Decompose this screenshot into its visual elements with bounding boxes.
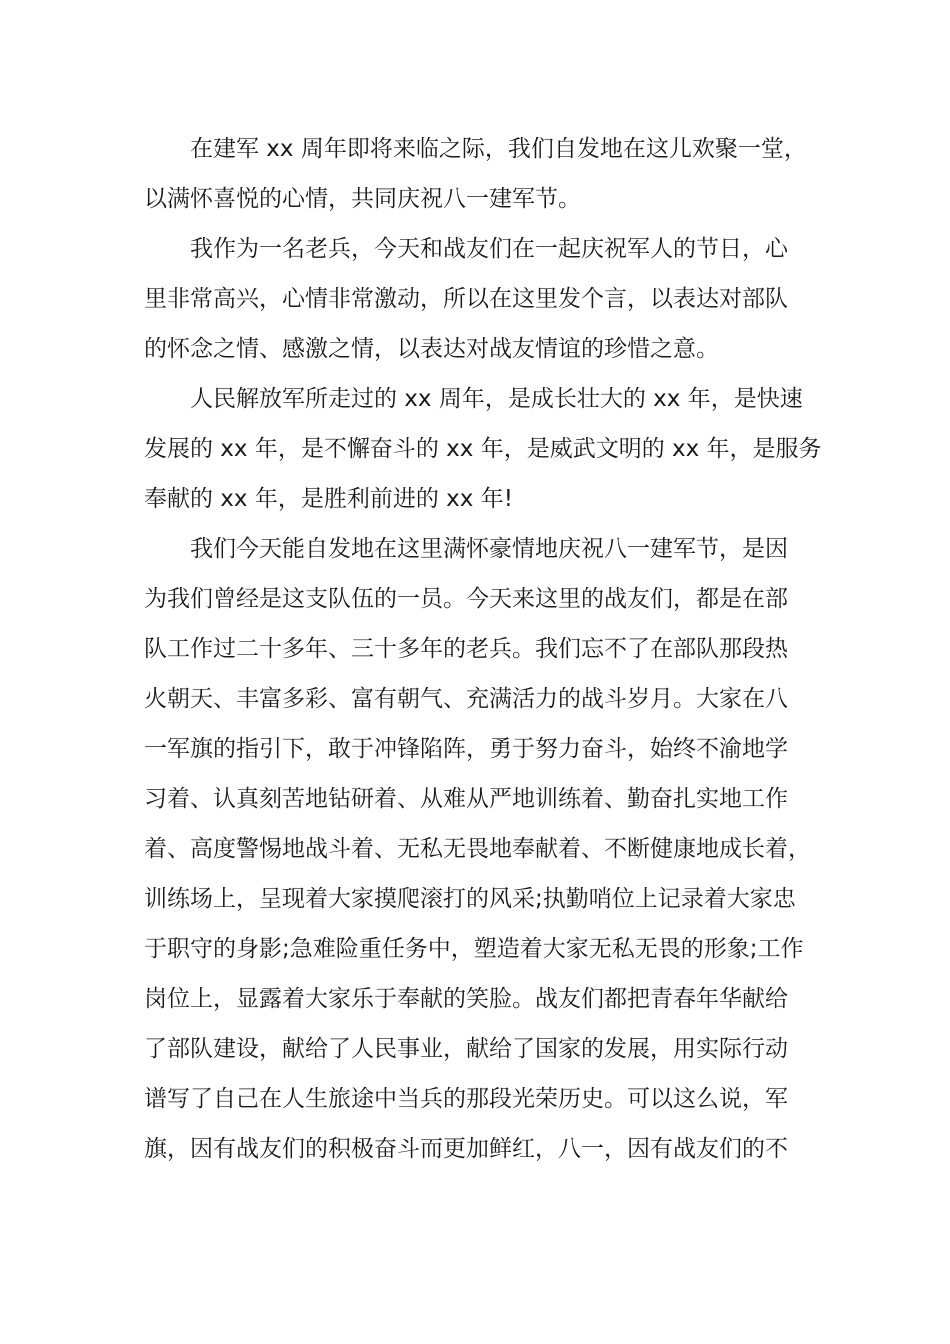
text-line: 在建军 xx 周年即将来临之际，我们自发地在这儿欢聚一堂，: [190, 136, 807, 162]
text-line: 人民解放军所走过的 xx 周年，是成长壮大的 xx 年，是快速: [190, 386, 803, 412]
text-line: 为我们曾经是这支队伍的一员。今天来这里的战友们，都是在部: [144, 586, 788, 612]
paragraph-3: [144, 374, 822, 524]
text-line: 以满怀喜悦的心情，共同庆祝八一建军节。: [144, 186, 581, 212]
text-line: 习着、认真刻苦地钻研着、从难从严地训练着、勤奋扎实地工作: [144, 786, 788, 812]
text-line: 一军旗的指引下，敢于冲锋陷阵，勇于努力奋斗，始终不渝地学: [144, 736, 788, 762]
text-line: 里非常高兴，心情非常激动，所以在这里发个言，以表达对部队: [144, 286, 788, 312]
document-body: [144, 124, 822, 1174]
text-line: 旗，因有战友们的积极奋斗而更加鲜红，八一，因有战友们的不: [144, 1136, 788, 1162]
text-line: 的怀念之情、感激之情，以表达对战友情谊的珍惜之意。: [144, 336, 719, 362]
text-line: 训练场上，呈现着大家摸爬滚打的风采;执勤哨位上记录着大家忠: [144, 886, 796, 912]
text-line: 我作为一名老兵，今天和战友们在一起庆祝军人的节日，心: [190, 236, 788, 262]
text-line: 发展的 xx 年，是不懈奋斗的 xx 年，是威武文明的 xx 年，是服务: [144, 436, 822, 462]
text-line: 谱写了自己在人生旅途中当兵的那段光荣历史。可以这么说，军: [144, 1086, 788, 1112]
text-line: 火朝天、丰富多彩、富有朝气、充满活力的战斗岁月。大家在八: [144, 686, 788, 712]
paragraph-2: [144, 224, 794, 374]
text-line: 了部队建设，献给了人民事业，献给了国家的发展，用实际行动: [144, 1036, 788, 1062]
paragraph-4: [144, 524, 811, 1174]
text-line: 队工作过二十多年、三十多年的老兵。我们忘不了在部队那段热: [144, 636, 788, 662]
paragraph-1: [144, 124, 807, 224]
text-line: 岗位上，显露着大家乐于奉献的笑脸。战友们都把青春年华献给: [144, 986, 788, 1012]
text-line: 我们今天能自发地在这里满怀豪情地庆祝八一建军节，是因: [190, 536, 788, 562]
text-line: 着、高度警惕地战斗着、无私无畏地奉献着、不断健康地成长着，: [144, 836, 811, 862]
text-line: 于职守的身影;急难险重任务中，塑造着大家无私无畏的形象;工作: [144, 936, 804, 962]
text-line: 奉献的 xx 年，是胜利前进的 xx 年!: [144, 486, 513, 512]
